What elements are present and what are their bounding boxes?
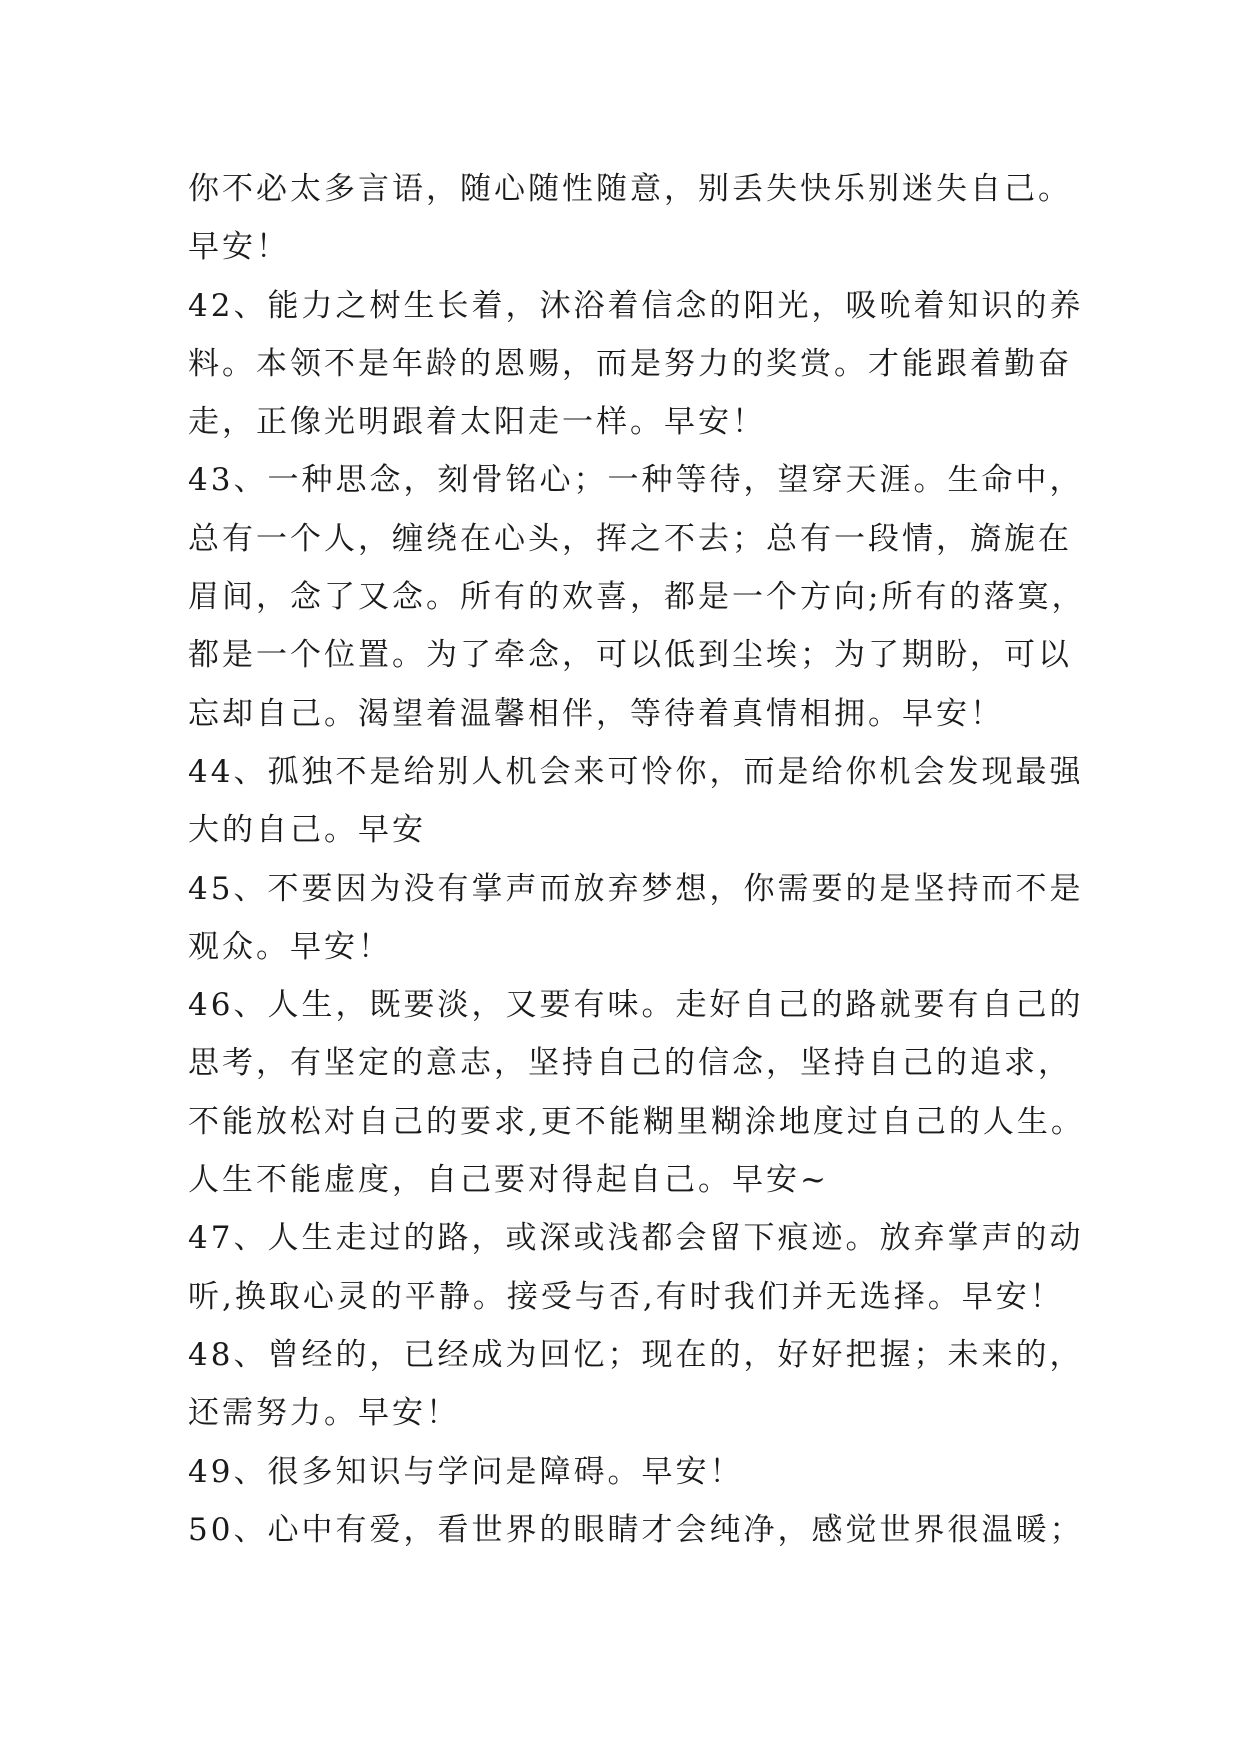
text-line: 50、心中有爱，看世界的眼睛才会纯净，感觉世界很温暖； — [188, 1511, 1084, 1548]
text-line: 忘却自己。渴望着温馨相伴，等待着真情相拥。早安！ — [188, 695, 1004, 732]
text-line: 眉间，念了又念。所有的欢喜，都是一个方向;所有的落寞， — [188, 579, 1086, 616]
text-line: 49、很多知识与学问是障碍。早安！ — [188, 1453, 744, 1490]
text-line: 料。本领不是年龄的恩赐，而是努力的奖赏。才能跟着勤奋 — [188, 345, 1072, 382]
text-line: 48、曾经的，已经成为回忆；现在的，好好把握；未来的， — [188, 1336, 1084, 1373]
text-line: 47、人生走过的路，或深或浅都会留下痕迹。放弃掌声的动 — [188, 1220, 1084, 1257]
text-line: 总有一个人，缠绕在心头，挥之不去；总有一段情，旖旎在 — [188, 520, 1072, 557]
text-line: 42、能力之树生长着，沐浴着信念的阳光，吸吮着知识的养 — [188, 287, 1084, 324]
text-line: 不能放松对自己的要求,更不能糊里糊涂地度过自己的人生。 — [188, 1103, 1085, 1140]
text-line: 人生不能虚度，自己要对得起自己。早安~ — [188, 1162, 829, 1199]
text-line: 43、一种思念，刻骨铭心；一种等待，望穿天涯。生命中， — [188, 462, 1084, 499]
document-body — [188, 160, 1086, 1559]
text-line: 思考，有坚定的意志，坚持自己的信念，坚持自己的追求， — [188, 1045, 1072, 1082]
text-line: 大的自己。早安 — [188, 812, 426, 849]
text-line: 都是一个位置。为了牵念，可以低到尘埃；为了期盼，可以 — [188, 637, 1072, 674]
text-line: 45、不要因为没有掌声而放弃梦想，你需要的是坚持而不是 — [188, 870, 1084, 907]
text-line: 44、孤独不是给别人机会来可怜你，而是给你机会发现最强 — [188, 753, 1084, 790]
text-line: 还需努力。早安！ — [188, 1395, 460, 1432]
text-line: 早安！ — [188, 229, 290, 266]
text-line: 46、人生，既要淡，又要有味。走好自己的路就要有自己的 — [188, 987, 1084, 1024]
text-line: 听,换取心灵的平静。接受与否,有时我们并无选择。早安！ — [188, 1278, 1064, 1315]
text-line: 你不必太多言语，随心随性随意，别丢失快乐别迷失自己。 — [188, 171, 1072, 207]
text-line: 观众。早安！ — [188, 928, 392, 965]
text-line: 走，正像光明跟着太阳走一样。早安！ — [188, 404, 766, 441]
